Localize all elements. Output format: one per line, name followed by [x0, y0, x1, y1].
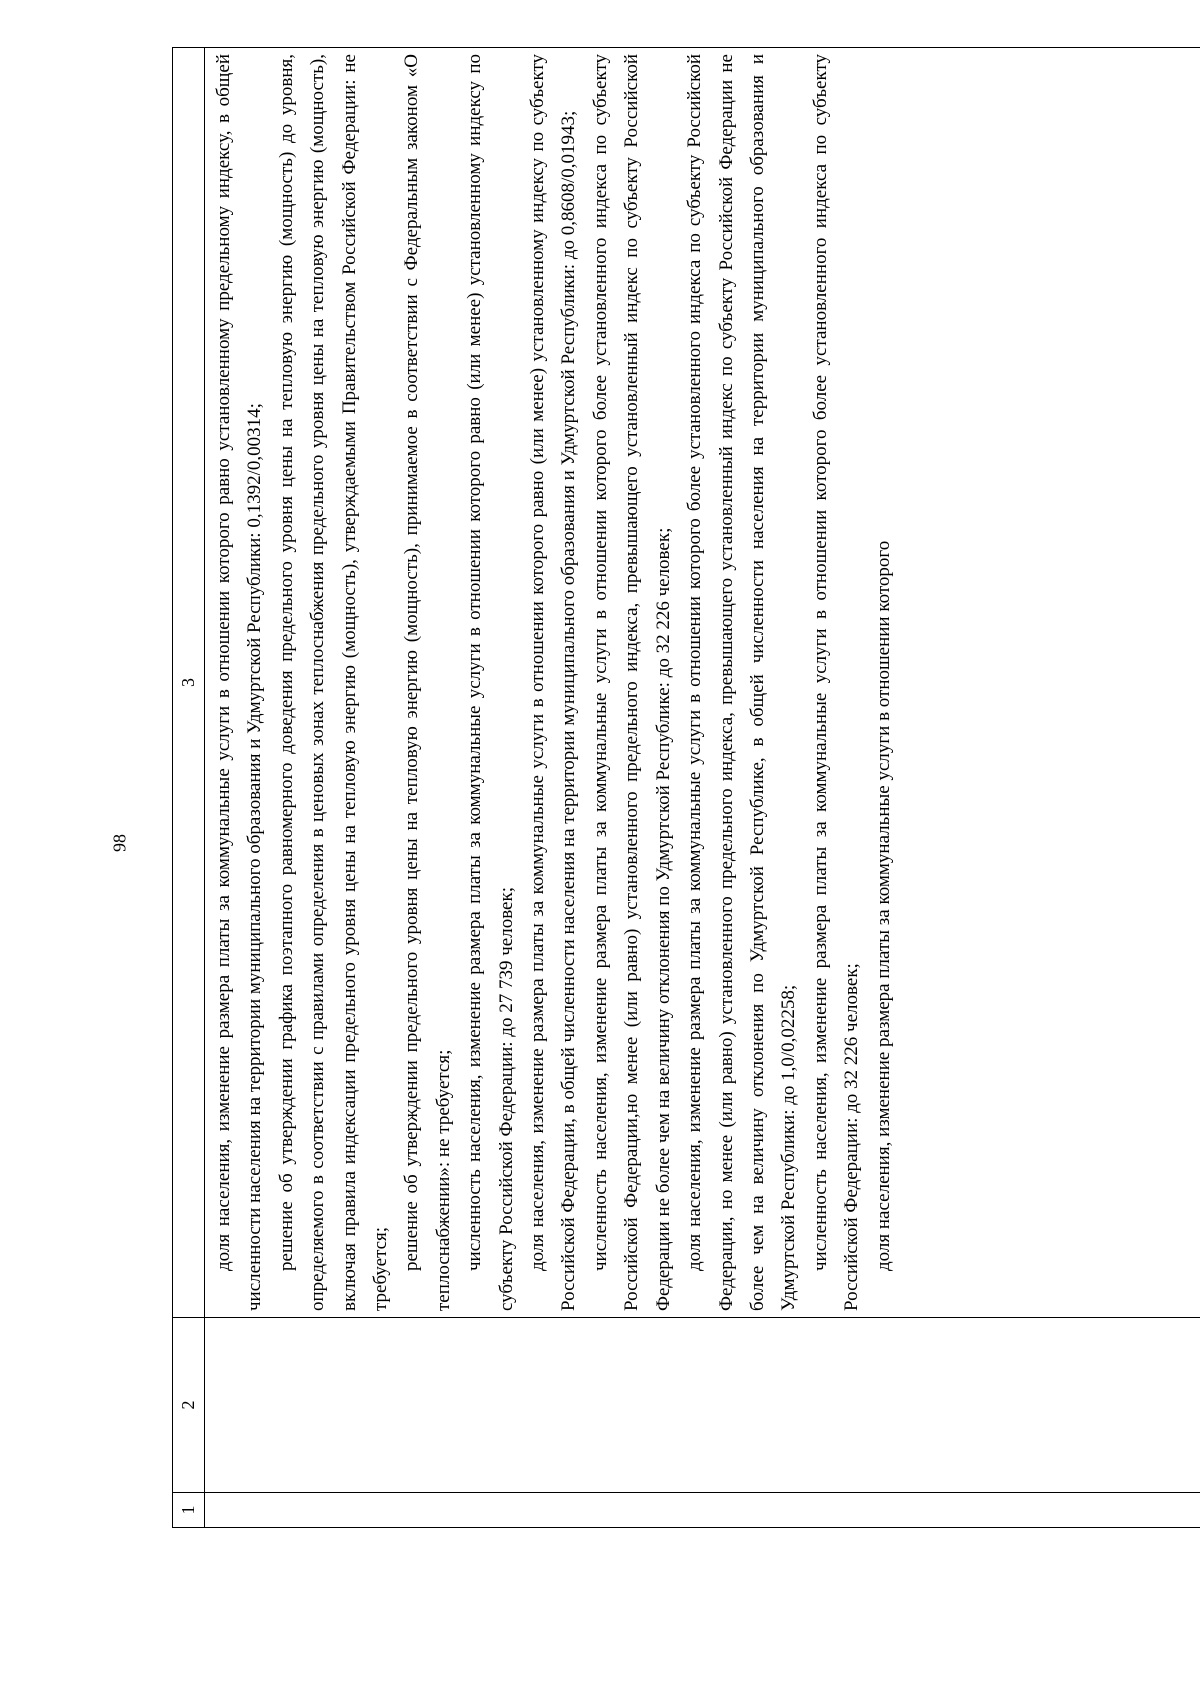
- column-3-text: [205, 48, 899, 1317]
- document-table: [172, 47, 1200, 1528]
- paragraph: численность населения, изменение размера платы за коммунальные услуги в отношении которого более установленного индекса по субъекту Российской Федерации: до 32 226 человек;: [809, 54, 863, 1311]
- paragraph: доля населения, изменение размера платы за коммунальные услуги в отношении которого равно (или менее) установленному индексу по субъекту Российской Федерации, в общей численности населения на территории муниципального образования и Удмуртской Республики: до 0,8608/0,01943;: [527, 54, 580, 1311]
- table-header-row: [173, 48, 205, 1528]
- column-header-1: 1: [173, 1493, 205, 1528]
- paragraph: доля населения, изменение размера платы за коммунальные услуги в отношении которого более установленного индекса по субъекту Российской Федерации, но менее (или равно) установленного предельного индекса, превышающего установленный индекс по субъекту Российской Федерации не более чем на величину отклонения по Удмуртской Республике, в общей численности населения на территории муниципального образования и Удмуртской Республики: до 1,0/0,02258;: [684, 54, 800, 1311]
- paragraph: доля населения, изменение размера платы за коммунальные услуги в отношении которого равно установленному предельному индексу, в общей численности населения на территории муниципального образования и Удмуртской Республики: 0,1392/0,00314;: [213, 54, 266, 1311]
- column-header-2: 2: [173, 1318, 205, 1493]
- paragraph: численность населения, изменение размера платы за коммунальные услуги в отношении которого равно (или менее) установленному индексу по субъекту Российской Федерации: до 27 739 человек;: [464, 54, 517, 1311]
- table-body-row: [205, 48, 1200, 1528]
- paragraph: численность населения, изменение размера платы за коммунальные услуги в отношении которого более установленного индекса по субъекту Российской Федерации,но менее (или равно) установленного предельного индекса, превышающего установленный индекс по субъекту Российской Федерации не более чем на величину отклонения по Удмуртской Республике: до 32 226 человек;: [589, 54, 674, 1311]
- paragraph: решение об утверждении предельного уровня цены на тепловую энергию (мощность), принимаемое в соответствии с Федеральным законом «О теплоснабжении»: не требуется;: [401, 54, 454, 1311]
- rotated-document: [172, 48, 1200, 1528]
- column-2-cell: [205, 1318, 1200, 1493]
- column-1-cell: [205, 1493, 1200, 1528]
- paragraph: решение об утверждении графика поэтапного равномерного доведения предельного уровня цены на тепловую энергию (мощность) до уровня, определяемого в соответствии с правилами определения в ценовых зонах теплоснабжения предельного уровня цены на тепловую энергию (мощность), включая правила индексации предельного уровня цены на тепловую энергию (мощность), утверждаемыми Правительством Российской Федерации: не требуется;: [275, 54, 392, 1311]
- paragraph: доля населения, изменение размера платы за коммунальные услуги в отношении которого: [872, 540, 894, 1271]
- column-header-3: 3: [173, 48, 205, 1318]
- column-3-cell: [205, 48, 1200, 1318]
- page-number: 98: [109, 834, 130, 852]
